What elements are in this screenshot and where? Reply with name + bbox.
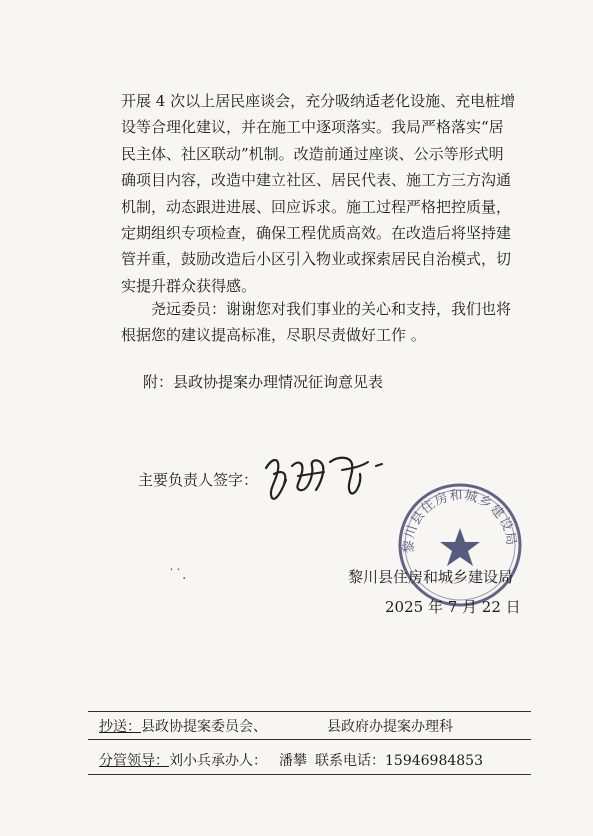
cc-recipient-2: 县政府办提案办理科 (327, 719, 453, 735)
text-line: 机制，动态跟进进展、回应诉求。施工过程严格把控质量， (121, 197, 512, 216)
divider-middle (88, 739, 531, 740)
text-line: 确项目内容，改造中建立社区、居民代表、施工方三方沟通 (121, 171, 512, 190)
svg-text:黎川县住房和城乡建设局: 黎川县住房和城乡建设局 (401, 488, 519, 554)
attachment-note: 附：县政协提案办理情况征询意见表 (143, 373, 384, 391)
reply-paragraph-1 (121, 88, 541, 299)
text-line: 定期组织专项检查，确保工程优质高效。在改造后将坚持建 (121, 223, 512, 242)
signature-label: 主要负责人签字： (138, 471, 259, 489)
phone-number: 15946984853 (385, 753, 483, 769)
reply-paragraph-2 (121, 296, 541, 349)
divider-bottom (88, 774, 531, 775)
phone-label: 联系电话： (315, 753, 385, 769)
divider-top (88, 711, 531, 712)
text-line: 民主体、社区联动”机制。改造前通过座谈、公示等形式明 (121, 144, 504, 163)
text-line: 实提升群众获得感。 (121, 276, 257, 295)
leader-name: 刘小兵 (169, 753, 211, 769)
official-seal (395, 480, 525, 610)
text-line: 管并重，鼓励改造后小区引入物业或探索居民自治模式，切 (121, 250, 512, 269)
text-line: 根据您的建议提高标准，尽职尽责做好工作 。 (121, 326, 426, 345)
text-line: 尧远委员：谢谢您对我们事业的关心和支持，我们也将 (151, 300, 512, 318)
handler-name: 潘攀 (279, 753, 307, 769)
cc-label: 抄送： (99, 719, 141, 735)
issue-date: 2025 年 7 月 22 日 (385, 598, 521, 616)
cc-recipient-1: 县政协提案委员会、 (141, 719, 267, 735)
text-line: 开展 4 次以上居民座谈会，充分吸纳适老化设施、充电桩增 (121, 92, 516, 110)
handler-label: 承办人： (211, 753, 267, 769)
issuing-organization: 黎川县住房和城乡建设局 (348, 568, 514, 586)
text-line: 设等合理化建议，并在施工中逐项落实。我局严格落实“居 (121, 118, 504, 137)
contact-row (99, 750, 483, 770)
leader-label: 分管领导： (99, 753, 169, 769)
handwritten-signature (258, 440, 388, 510)
ink-dots: ˙˙. (168, 567, 187, 583)
cc-row (99, 716, 453, 736)
